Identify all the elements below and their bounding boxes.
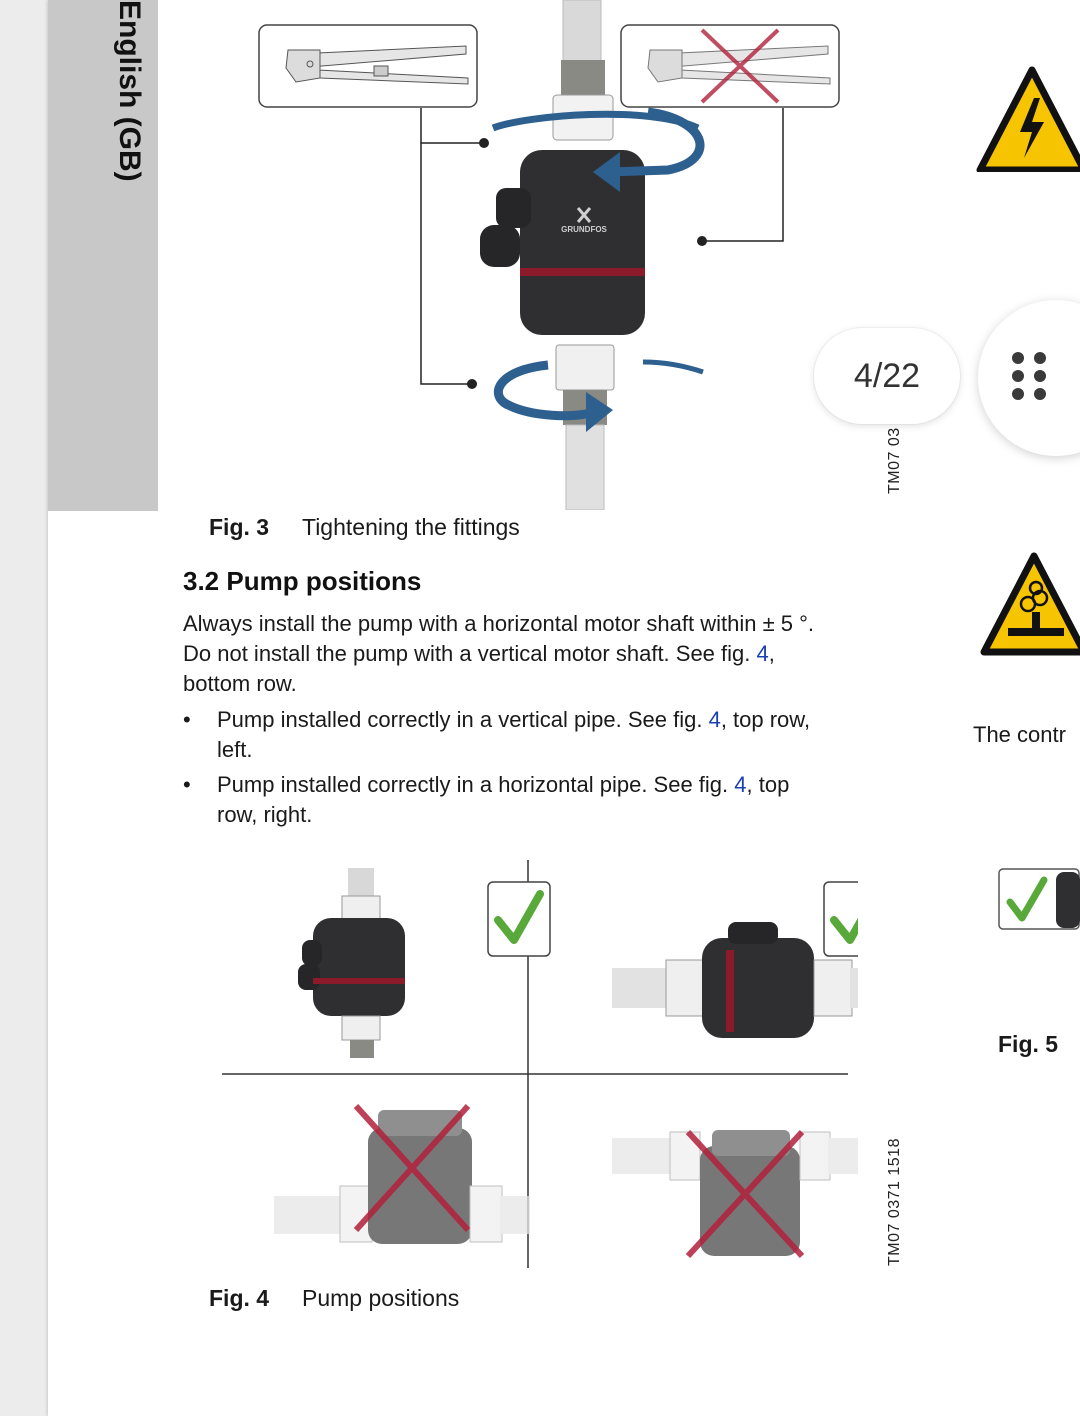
fig3-code: TM07 03 [886,427,903,494]
fig4-link[interactable]: 4 [756,641,769,666]
bullet-list [183,705,913,835]
bullet-text: Pump installed correctly in a horizontal pipe. See fig. [217,772,735,797]
list-item [183,770,913,830]
check-icon [824,882,858,956]
bullet-marker: • [183,772,191,797]
pipe-wrench-icon [258,24,480,110]
fig4-illustration [218,860,858,1270]
list-item [183,705,913,765]
fig4-title: Pump positions [302,1285,460,1311]
check-icon [998,868,1080,932]
language-label: English (GB) [113,0,146,182]
fig4-link[interactable]: 4 [708,707,721,732]
fig3-number: Fig. 3 [209,514,270,540]
bullet-text-line2: row, right. [217,802,313,827]
crossed-pipe-wrench-icon [620,24,842,110]
hot-steam-hazard-icon [980,552,1080,656]
next-page-text: The contr [973,722,1066,747]
fig4-code: TM07 0371 1518 [886,1138,903,1266]
check-icon [488,882,550,956]
next-page-fig-label: Fig. 5 [998,1031,1059,1057]
bullet-marker: • [183,707,191,732]
pump-horizontal-correct [612,922,858,1038]
electric-hazard-icon [976,66,1080,172]
pump-vertical-shaft-incorrect-right [612,1130,858,1256]
para-line-2-after: , [768,641,775,666]
pump-vertical-correct [298,868,405,1058]
fig4-caption [209,1285,459,1312]
dots-grid-icon [1010,348,1050,404]
fig3-pump-logo: GRUNDFOS [561,225,607,234]
language-tab [48,0,158,511]
document-page [48,0,1080,1416]
bullet-text-after: , top row, [720,707,811,732]
para-line-1: Always install the pump with a horizontal motor shaft within ± 5 °. [183,611,815,636]
fig3-caption [209,514,520,541]
fig4-link[interactable]: 4 [734,772,747,797]
bullet-text: Pump installed correctly in a vertical pipe. See fig. [217,707,709,732]
section-heading: 3.2 Pump positions [183,566,422,596]
fig4-number: Fig. 4 [209,1285,270,1311]
section-paragraph [183,609,913,699]
para-line-3: bottom row. [183,671,297,696]
page-indicator[interactable]: 4/22 [814,328,960,424]
bullet-text-line2: left. [217,737,253,762]
fig3-title: Tightening the fittings [302,514,520,540]
para-line-2-before: Do not install the pump with a vertical motor shaft. See fig. [183,641,757,666]
bullet-text-after: , top [746,772,790,797]
